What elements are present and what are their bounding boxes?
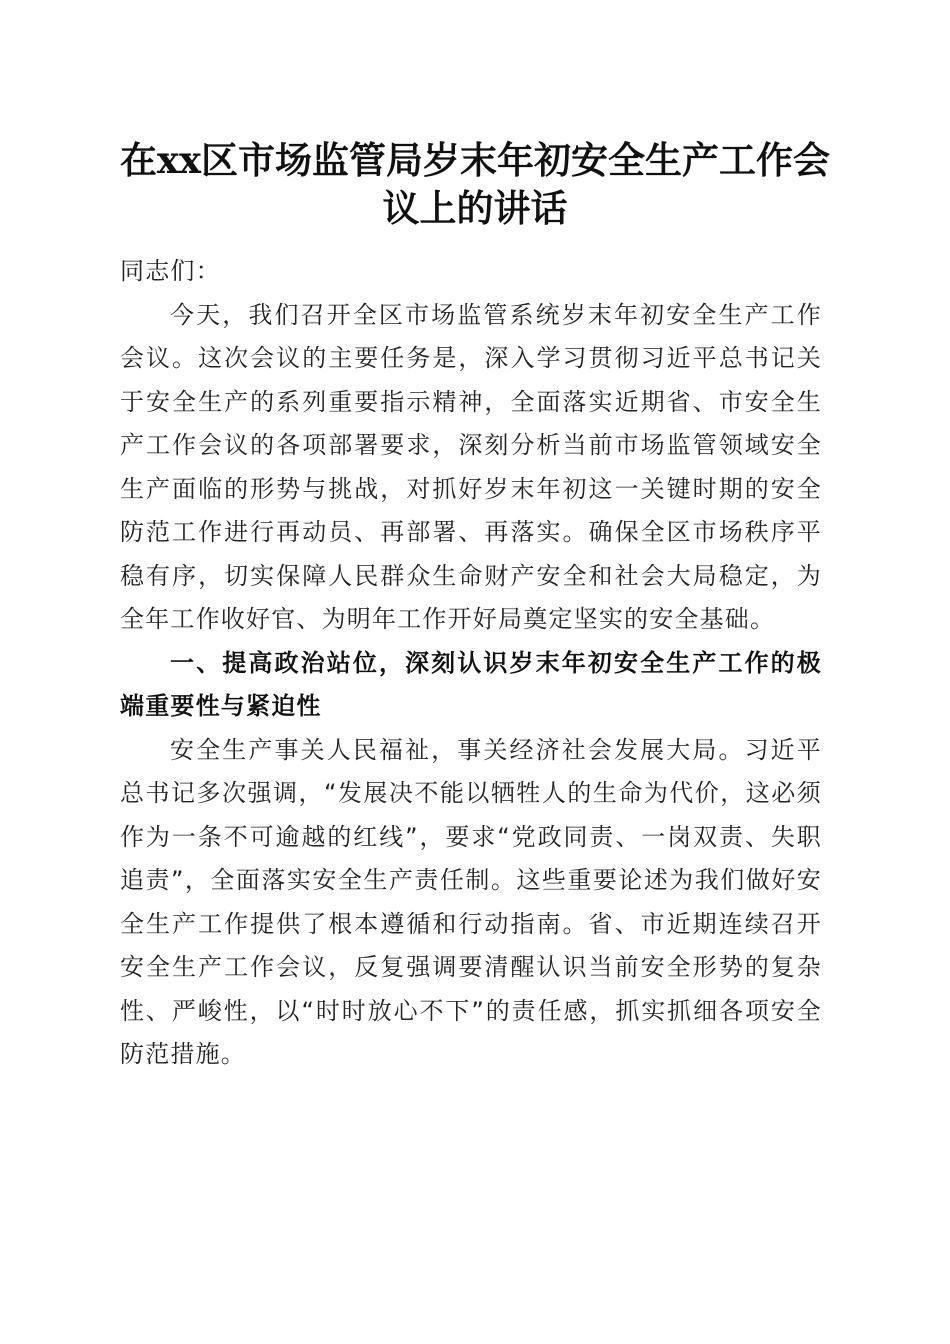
- greeting: 同志们：: [120, 257, 221, 285]
- title-line-2: 议上的讲话: [382, 186, 568, 230]
- title-line-1: 在xx区市场监管局岁末年初安全生产工作会: [119, 138, 831, 182]
- document-body: [120, 250, 822, 1077]
- paragraph-section-1: 安全生产事关人民福祉，事关经济社会发展大局。习近平总书记多次强调，“发展决不能以牺牲人的生命为代价，这必须作为一条不可逾越的红线”，要求“党政同责、一岗双责、失职追责”，全面落实安全生产责任制。这些重要论述为我们做好安全生产工作提供了根本遵循和行动指南。省、市近期连续召开安全生产工作会议，反复强调要清醒认识当前安全形势的复杂性、严峻性，以“时时放心不下”的责任感，抓实抓细各项安全防范措施。: [120, 735, 822, 1068]
- document-title: [100, 136, 850, 232]
- section-heading-1: 一、提高政治站位，深刻认识岁末年初安全生产工作的极端重要性与紧迫性: [120, 648, 822, 720]
- paragraph-opening: 今天，我们召开全区市场监管系统岁末年初安全生产工作会议。这次会议的主要任务是，深入学习贯彻习近平总书记关于安全生产的系列重要指示精神，全面落实近期省、市安全生产工作会议的各项部署要求，深刻分析当前市场监管领域安全生产面临的形势与挑战，对抓好岁末年初这一关键时期的安全防范工作进行再动员、再部署、再落实。确保全区市场秩序平稳有序，切实保障人民群众生命财产安全和社会大局稳定，为全年工作收好官、为明年工作开好局奠定坚实的安全基础。: [120, 300, 822, 633]
